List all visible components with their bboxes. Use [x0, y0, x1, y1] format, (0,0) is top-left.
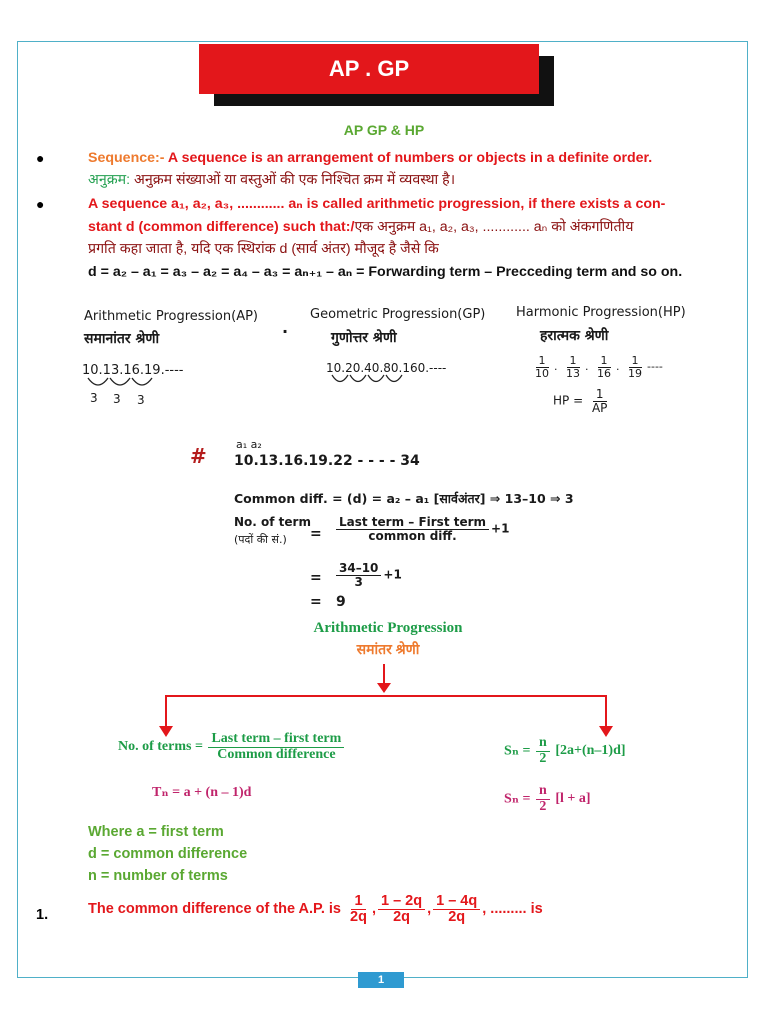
sum-formula-1: Sₙ = $\frac{n}{2}$ [2a+(n–1)d] [504, 735, 626, 766]
equals-sign: = [310, 526, 322, 542]
where-line-2: d = common difference [88, 846, 248, 862]
gp-hindi-handwritten: गुणोत्तर श्रेणी [331, 330, 397, 346]
equals-sign: = [310, 594, 322, 610]
example-sequence: 10.13.16.19.22 - - - - 34 [234, 453, 420, 469]
number-of-terms-handwritten: $\frac{\text{Last term – First term}}{\text{common diff.}}$ +1 [334, 516, 509, 542]
bullet-dot: ● [36, 196, 45, 212]
question-1: The common difference of the A.P. is $\frac{1}{2q}$ , $\frac{1 - 2q}{2q}$ , $\frac{1 - 4q}{2q}$ , ......... is [88, 893, 543, 926]
where-line-1: Where a = first term [88, 824, 224, 840]
ap-sequence-handwritten: 10.13.16.19.---- [82, 363, 184, 378]
bullet-dot: ● [36, 150, 45, 166]
hp-hindi-handwritten: हरात्मक श्रेणी [540, 328, 609, 344]
ap-difference-2: 3 [113, 392, 121, 406]
sequence-label: Sequence:- [88, 150, 165, 166]
separator-dot: . [282, 318, 289, 337]
ap-definition-line3: प्रगति कहा जाता है, यदि एक स्थिरांक d (सार्व अंतर) मौजूद है जैसे कि [88, 241, 439, 257]
question-number: 1. [36, 907, 49, 923]
sequence-hindi-text: अनुक्रम संख्याओं या वस्तुओं की एक निश्चित क्रम में व्यवस्था है। [134, 172, 456, 188]
ap-definition-line1: A sequence a₁, a₂, a₃, ............ aₙ is called arithmetic progression, if there exists a con- [88, 196, 666, 212]
hp-relation-handwritten: HP = $\frac{1}{AP}$ [553, 387, 608, 415]
ap-heading-handwritten: Arithmetic Progression(AP) [84, 309, 258, 324]
number-of-terms-result: 9 [336, 594, 346, 610]
hp-sequence-handwritten: $\frac{1}{10}$ . $\frac{1}{13}$ . $\frac{1}{16}$ . $\frac{1}{19}$ ---- [535, 354, 663, 380]
nth-term-formula: Tₙ = a + (n – 1)d [152, 785, 252, 800]
gp-heading-handwritten: Geometric Progression(GP) [310, 307, 486, 322]
number-of-term-hindi: (पदों की सं.) [234, 533, 287, 546]
ap-hindi-handwritten: समानांतर श्रेणी [84, 331, 160, 347]
ap-definition-line2a: stant d (common difference) such that:/ [88, 219, 355, 235]
sequence-hindi-label: अनुक्रम: [88, 172, 131, 188]
sequence-definition: A sequence is an arrangement of numbers or objects in a definite order. [167, 150, 653, 166]
number-of-term-label: No. of term [234, 515, 311, 529]
number-of-terms-substituted: $\frac{34-10}{3}$ +1 [334, 562, 402, 588]
common-difference-formula: d = a₂ – a₁ = a₃ – a₂ = a₄ – a₃ = aₙ₊₁ – aₙ = Forwarding term – Precceding term and so on. [88, 264, 683, 280]
term-labels: a₁ a₂ [236, 438, 262, 451]
hp-heading-handwritten: Harmonic Progression(HP) [516, 305, 686, 320]
gp-sequence-handwritten: 10.20.40.80.160.---- [326, 361, 447, 375]
ap-difference-3: 3 [137, 393, 145, 407]
common-diff-example: Common diff. = (d) = a₂ – a₁ [सार्वअंतर] ⇒ 13–10 ⇒ 3 [234, 491, 574, 506]
ap-section-title: Arithmetic Progression [313, 620, 463, 636]
equals-sign: = [310, 570, 322, 586]
page-number-badge: 1 [358, 972, 404, 988]
hash-mark: # [190, 444, 207, 468]
number-of-terms-formula: No. of terms = $\frac{\text{Last term – first term}}{\text{Common difference}}$ [118, 732, 346, 762]
ap-definition-line2b: एक अनुक्रम a₁, a₂, a₃, ............ aₙ को अंकगणितीय [354, 219, 634, 235]
ap-section-hindi: समांतर श्रेणी [356, 641, 420, 657]
sum-formula-2: Sₙ = $\frac{n}{2}$ [l + a] [504, 783, 591, 814]
ap-difference-1: 3 [90, 391, 98, 405]
section-subtitle: AP GP & HP [343, 122, 425, 138]
where-line-3: n = number of terms [88, 868, 228, 884]
page-title: AP . GP [199, 44, 539, 94]
